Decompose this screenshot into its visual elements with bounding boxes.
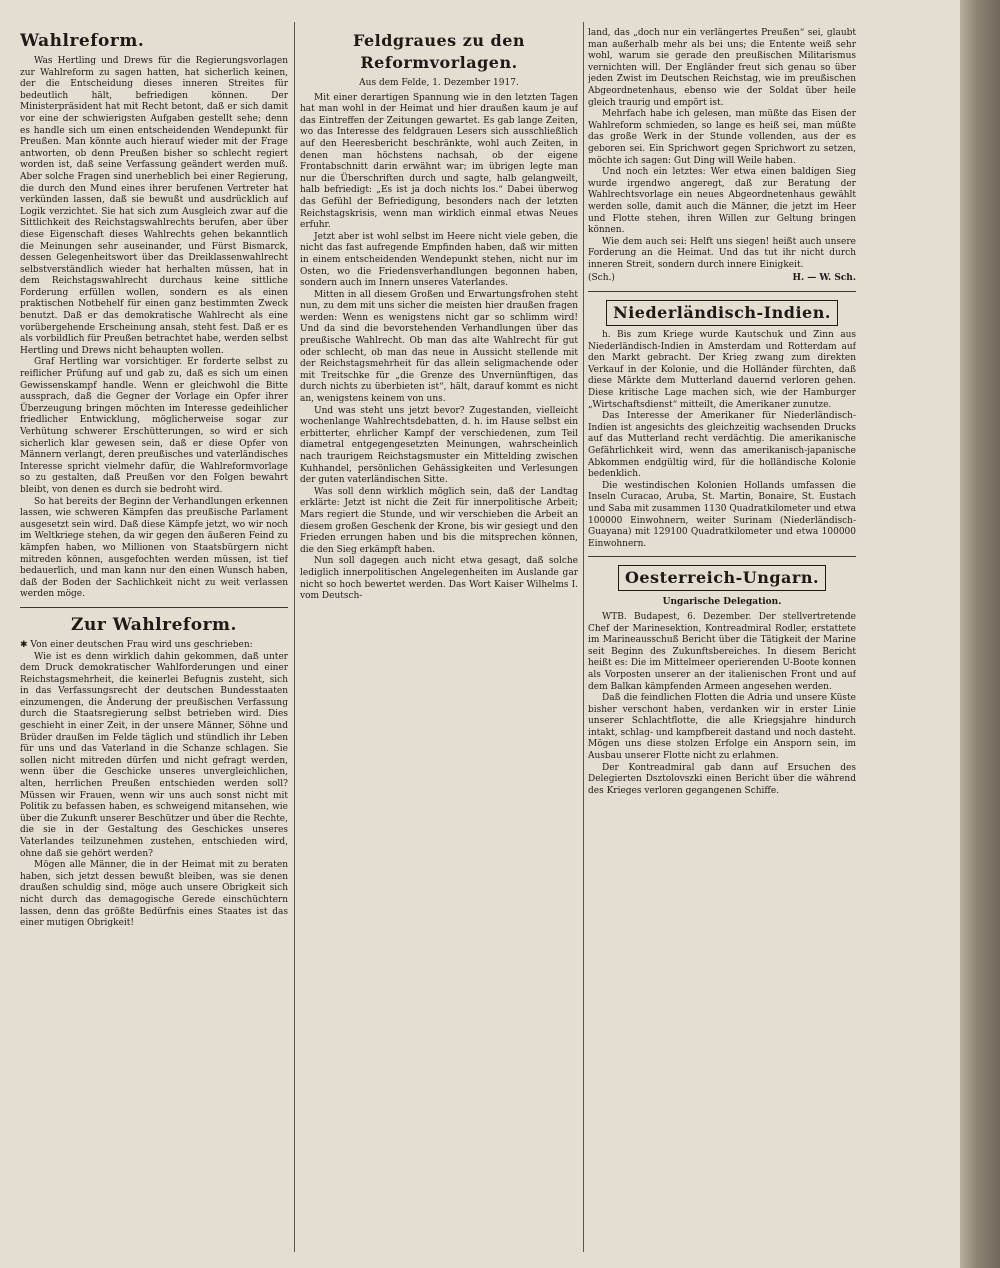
dateline: Aus dem Felde, 1. Dezember 1917. [359,78,519,88]
page-edge-shadow [960,0,1000,1268]
paragraph: Mögen alle Männer, die in der Heimat mit zu beraten haben, sich jetzt dessen bewußt bleiben, was sie denen draußen schuldig sind, möge auch unsere Obrigkeit sich nicht durch das demagogische Gerede einschüchtern lassen, denn das größte Bedürfnis eines Staates ist das einer mutigen Obrigkeit! [20,860,288,929]
paragraph: Daß die feindlichen Flotten die Adria und unsere Küste bisher verschont haben, verdanken wir in erster Linie unserer Schlachtflotte, die alle Kriegsjahre hindurch intakt, schlag- und kampfbereit dastand und noch dasteht. Mögen uns diese stolzen Erfolge ein Ansporn sein, im Ausbau unserer Flotte nicht zu erlahmen. [588,693,856,762]
column-2 [300,28,578,1248]
article-intro: ✱ Von einer deutschen Frau wird uns geschrieben: [20,639,253,650]
paragraph: Was soll denn wirklich möglich sein, daß der Landtag erklärte: Jetzt ist nicht die Zeit für innerpolitische Arbeit; Mars regiert die Stunde, und wir verschieben die Arbeit an diesem großen Geschenk der Krone, bis wir gesiegt und den Frieden errungen haben und bis die mitsprechen können, die den Sieg erkämpft haben. [300,486,578,555]
paragraph: land, das „doch nur ein verlängertes Preußen“ sei, glaubt man außerhalb mehr als bei uns; die Entente weiß sehr wohl, warum sie gerade den preußischen Militarismus vernichten will. Der Engländer freut sich genau so über jeden Zwist im Deutschen Reichstag, wie im preußischen Abgeordnetenhaus, ebenso wie der Soldat über heile gleich traurig und empört ist. [588,28,856,108]
signature-left: (Sch.) [588,273,615,284]
paragraph: Das Interesse der Amerikaner für Niederländisch-Indien ist angesichts des gleichzeitig wachsenden Drucks auf das Mutterland recht verdächtig. Die amerikanische Gefährlichkeit wird, wenn das amerikanisch-japanische Abkommen endgültig wird, für die holländische Kolonie bedenklich. [588,411,856,480]
paragraph: Mit einer derartigen Spannung wie in den letzten Tagen hat man wohl in der Heimat und hier draußen kaum je auf das Eintreffen der Zeitungen gewartet. Es gab lange Zeiten, wo das Interesse des feldgrauen Lesers sich ausschließlich auf den Heeresbericht beschränkte, wohl auch Zeiten, in denen man höchstens nachsah, ob der eigene Frontabschnitt darin erwähnt war; im übrigen legte man nur die Überschriften durch und sagte, halb gelangweilt, halb befriedigt: „Es ist ja doch nichts los.“ Dabei überwog das Gefühl der Befriedigung, besonders nach der letzten Reichstagskrisis, wenn man wirklich einmal etwas Neues erfuhr. [300,92,578,231]
paragraph: Und was steht uns jetzt bevor? Zugestanden, vielleicht wochenlange Wahlrechtsdebatten, d. h. im Hause selbst ein erbitterter, ehrlicher Kampf der verschiedenen, zum Teil diametral entgegengesetzten Meinungen, wahrscheinlich nach traurigem Reichstagsmuster ein Mittelding zwischen Kuhhandel, persönlichen Gehässigkeiten und Verlesungen der guten vaterländischen Sitte. [300,405,578,486]
paragraph: Der Kontreadmiral gab dann auf Ersuchen des Delegierten Dsztolovszki einen Bericht über die während des Krieges verloren gegangenen Schiffe. [588,762,856,796]
paragraph: Wie dem auch sei: Helft uns siegen! heißt auch unsere Forderung an die Heimat. Und das tut ihr nicht durch inneren Streit, sondern durch innere Einigkeit. [588,236,856,270]
paragraph: Graf Hertling war vorsichtiger. Er forderte selbst zu reiflicher Prüfung auf und gab zu, daß es sich um einen Gewissenskampf handle. Wenn er gleichwohl die Bitte aussprach, daß die Gegner der Vorlage ein Opfer ihrer Überzeugung bringen möchten im Interesse gedeihlicher friedlicher Entwicklung, möglicherweise sogar zur Verhütung schwerer Erschütterungen, so wird er sich sicherlich klar gewesen sein, daß er diese Opfer von Männern verlangt, deren preußisches und vaterländisches Interesse spricht vielmehr dafür, die Wahlreformvorlage so zu gestalten, daß Preußen vor den Folgen bewahrt bleibt, von denen es durch sie bedroht wird. [20,357,288,495]
paragraph: Die westindischen Kolonien Hollands umfassen die Inseln Curacao, Aruba, St. Martin, Bonaire, St. Eustach und Saba mit zusammen 1130 Quadratkilometer und etwa 100000 Einwohnern, weiter Surinam (Niederländisch-Guayana) mit 129100 Quadratkilometer und etwa 100000 Einwohnern. [588,480,856,549]
article-title-zur-wahlreform: Zur Wahlreform. [71,614,237,635]
paragraph: h. Bis zum Kriege wurde Kautschuk und Zinn aus Niederländisch-Indien in Amsterdam und Rotterdam auf den Markt gebracht. Der Krieg zwang zum direkten Verkauf in der Kolonie, und die Holländer fürchten, daß diese Märkte dem Mutterland dauernd verloren gehen. Diese kritische Lage machen sich, wie der Hamburger „Wirtschaftsdienst“ mitteilt, die Amerikaner zunutze. [588,330,856,410]
paragraph: Nun soll dagegen auch nicht etwa gesagt, daß solche lediglich innerpolitischen Angelegenheiten im Auslande gar nicht so hoch bewertet werden. Das Wort Kaiser Wilhelms I. vom Deutsch- [300,556,578,602]
paragraph: Und noch ein letztes: Wer etwa einen baldigen Sieg wurde irgendwo angeregt, daß zur Beratung der Wahlrechtsvorlage ein neues Abgeordnetenhaus gewählt werden solle, damit auch die Männer, die jetzt im Heer und Flotte stehen, ihren Willen zur Geltung bringen können. [588,167,856,236]
column-rule [583,22,584,1252]
column-3 [588,28,856,1248]
paragraph: Wie ist es denn wirklich dahin gekommen, daß unter dem Druck demokratischer Wahlforderungen und einer Reichstagsmehrheit, die keinerlei Befugnis zusteht, sich in das Verfassungsrecht der deutschen Bundesstaaten einzumengen, die Änderung der preußischen Verfassung durch die Staatsregierung selbst betrieben wird. Dies geschieht in einer Zeit, in der unsere Männer, Söhne und Brüder draußen im Felde täglich und stündlich ihr Leben für uns und das Vaterland in die Schanze schlagen. Sie sollen nicht mitreden dürfen und nicht gefragt werden, wenn über die Geschicke unseres unvergleichlichen, alten, herrlichen Preußen entschieden werden soll? Müssen wir Frauen, wenn wir uns auch sonst nicht mit Politik zu befassen haben, es schweigend mitansehen, wie über die Zukunft unserer Beschützer und über die Rechte, die sie in der Gestaltung des Geschickes unseres Vaterlandes teilzunehmen zustehen, entschieden wird, ohne daß sie gehört werden? [20,651,288,859]
signature-line [588,273,856,285]
column-1 [20,28,288,1248]
article-title-oesterreich-ungarn: Oesterreich-Ungarn. [618,565,826,591]
column-rule [294,22,295,1252]
article-title-wahlreform: Wahlreform. [20,31,145,51]
article-title-niederlaendisch-indien: Niederländisch-Indien. [606,300,838,326]
signature-right: H. — W. Sch. [792,273,856,284]
paragraph: Was Hertling und Drews für die Regierungsvorlagen zur Wahlreform zu sagen hatten, hat sicherlich keinen, der die Entscheidung dieses inneren Streites für bedeutlich hält, befriedigen können. Der Ministerpräsident hat mit Recht betont, daß er sich damit vor eine der schwierigsten Aufgaben gestellt sehe; denn es handle sich um einen entscheidenden Wendepunkt für Preußen. Man könnte auch hierauf wieder mit der Frage antworten, ob denn Preußen bisher so schlecht regiert worden ist, daß seine Verfassung geändert werden muß. Aber solche Fragen sind unerheblich bei einer Regierung, die durch den Mund eines ihrer berufenen Vertreter hat verkünden lassen, daß sie bewußt und ausdrücklich auf Logik verzichtet. Sie hat sich zum Ausgleich zwar auf die Sittlichkeit des Reichstagswahlrechts berufen, aber über diese Eigenschaft dieses Wahlrechts gehen bekanntlich die Meinungen sehr auseinander, und Fürst Bismarck, dessen Gelegenheitswort über das Dreiklassenwahlrecht selbstverständlich wieder hat herhalten müssen, hat in dem Reichstagswahlrecht durchaus keine sittliche Forderung erfüllen wollen, sondern es als einen praktischen Notbehelf für einen ganz bestimmten Zweck benutzt. Daß er das demokratische Wahlrecht als eine vorübergehende Erscheinung ansah, steht fest. Daß er es als vorbildlich für Preußen betrachtet habe, werden selbst Hertling und Drews nicht behaupten wollen. [20,56,288,356]
paragraph: Mitten in all diesem Großen und Erwartungsfrohen steht nun, zu dem mit uns sicher die meisten hier draußen fragen werden: Wenn es wenigstens nicht gar so schlimm wird! Und da sind die bevorstehenden Verhandlungen über das preußische Wahlrecht. Ob man das alte Wahlrecht für gut oder schlecht, ob man das neue in Aussicht stellende mit der Reichstagsmehrheit für das allein seligmachende oder mit Treitschke für „die Grenze des Unvernünftigen, das durch nichts zu überbieten ist“, hält, darauf kommt es nicht an, wenigstens keinem von uns. [300,289,578,405]
article-separator [20,607,288,608]
article-separator [588,291,856,292]
paragraph: Mehrfach habe ich gelesen, man müßte das Eisen der Wahlreform schmieden, so lange es heiß sei, man müßte das große Werk in der Stunde vollenden, aus der es geboren sei. Ein Sprichwort gegen Sprichwort zu setzen, möchte ich sagen: Gut Ding will Weile haben. [588,109,856,166]
article-separator [588,556,856,557]
article-subhead: Ungarische Delegation. [662,597,782,608]
article-title-feldgraues: Feldgraues zu den Reformvorlagen. [352,31,526,72]
paragraph: WTB. Budapest, 6. Dezember. Der stellvertretende Chef der Marinesektion, Kontreadmiral Rodler, erstattete im Marineausschuß Bericht über die Tätigkeit der Marine seit Beginn des Zukunftsbereiches. In diesem Bericht heißt es: Die im Mittelmeer operierenden U-Boote konnen als Vorposten unserer an der italienischen Front und auf dem Balkan kämpfenden Armeen angesehen werden. [588,611,856,692]
paragraph: Jetzt aber ist wohl selbst im Heere nicht viele geben, die nicht das fast aufregende Empfinden haben, daß wir mitten in einem entscheidenden Wendepunkt stehen, nicht nur im Osten, wo die Friedensverhandlungen begonnen haben, sondern auch im Innern unseres Vaterlandes. [300,231,578,289]
paragraph: So hat bereits der Beginn der Verhandlungen erkennen lassen, wie schweren Kämpfen das preußische Parlament ausgesetzt sein wird. Daß diese Kämpfe jetzt, wo wir noch im Weltkriege stehen, da wir gegen den äußeren Feind zu kämpfen haben, wo Millionen von Staatsbürgern nicht mitreden können, ausgefochten werden müssen, ist tief bedauerlich, und man kann nur den einen Wunsch haben, daß der Boden der Sachlichkeit nicht zu weit verlassen werden möge. [20,496,288,600]
